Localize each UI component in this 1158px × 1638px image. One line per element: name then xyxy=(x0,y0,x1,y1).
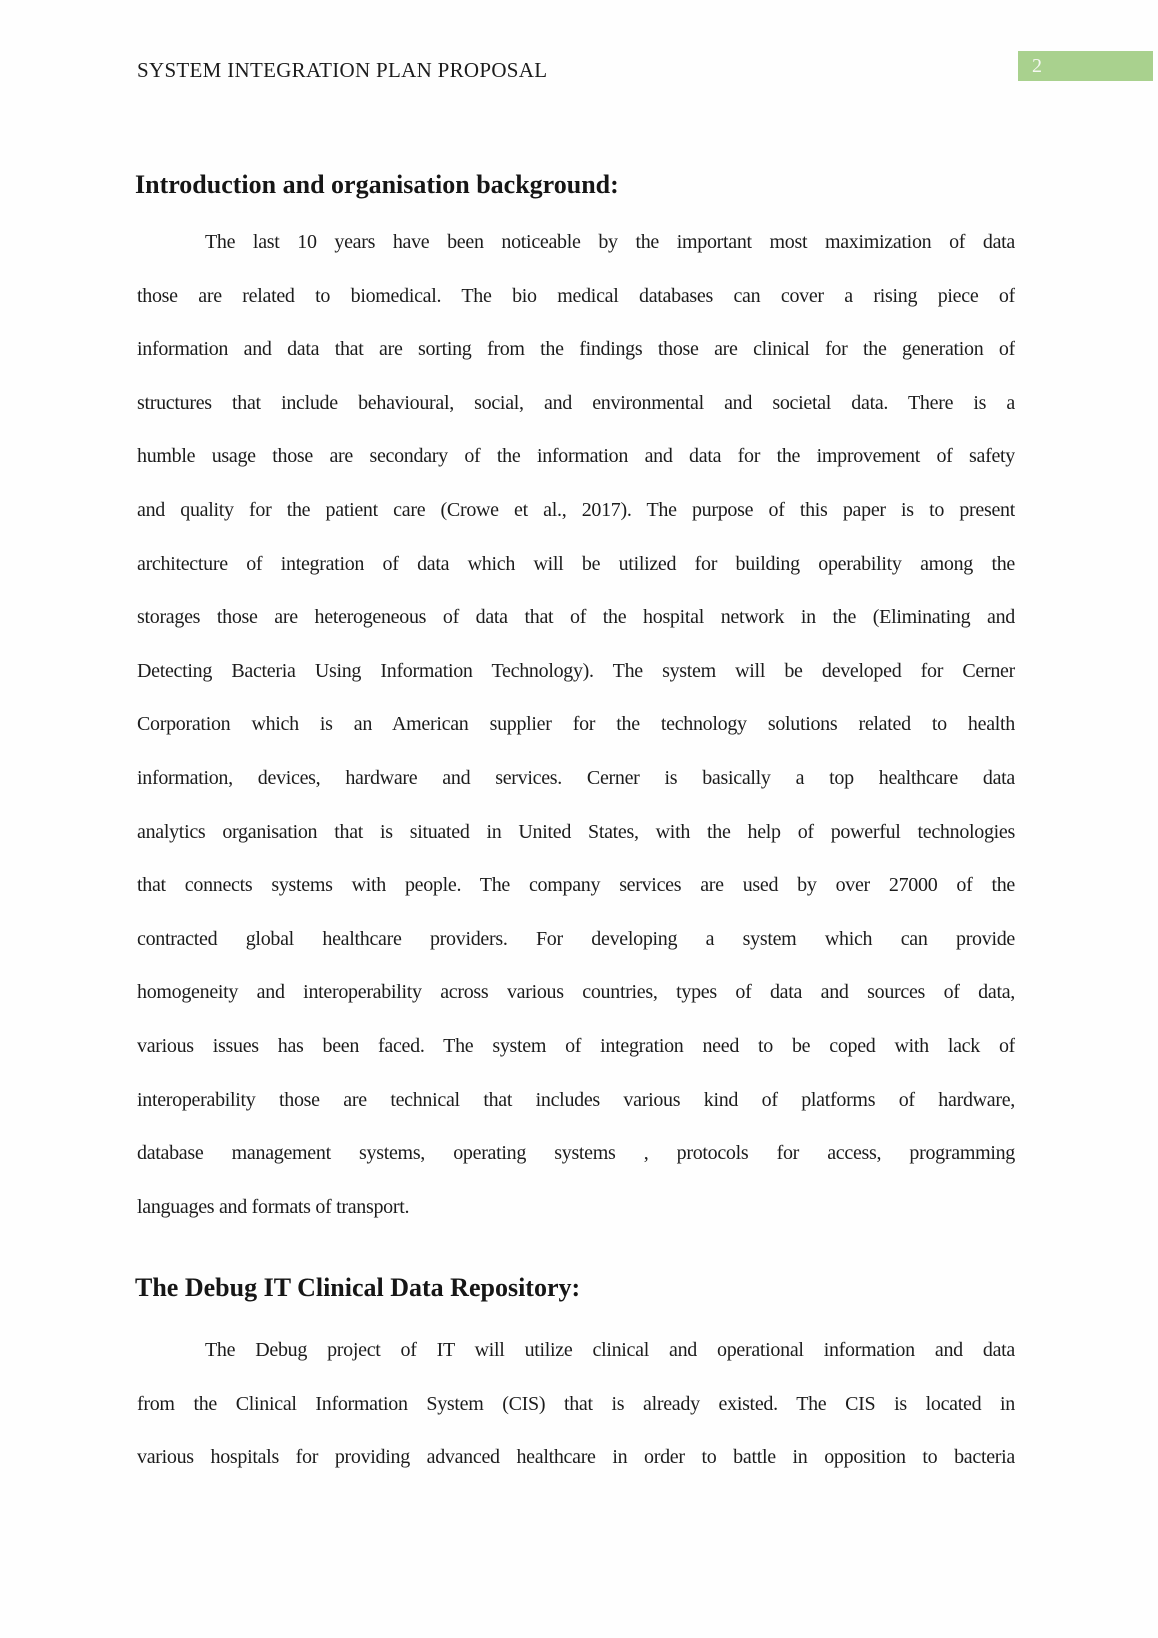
text-line: various issues has been faced. The system of integration need to be coped with lack of xyxy=(137,1034,1015,1057)
page-number: 2 xyxy=(1032,54,1042,77)
text-line: and quality for the patient care (Crowe et al., 2017). The purpose of this paper is to present xyxy=(137,498,1015,521)
text-line: languages and formats of transport. xyxy=(137,1195,410,1218)
text-line: from the Clinical Information System (CIS) that is already existed. The CIS is located in xyxy=(137,1392,1015,1415)
text-line: humble usage those are secondary of the information and data for the improvement of safety xyxy=(137,445,1015,468)
text-line: various hospitals for providing advanced healthcare in order to battle in opposition to bacteria xyxy=(137,1446,1015,1469)
text-line: homogeneity and interoperability across various countries, types of data and sources of data, xyxy=(137,981,1015,1004)
text-line: database management systems, operating systems , protocols for access, programming xyxy=(137,1142,1015,1165)
section-heading-introduction: Introduction and organisation background: xyxy=(135,170,619,199)
text-line: interoperability those are technical that includes various kind of platforms of hardware, xyxy=(137,1088,1015,1111)
text-line: The Debug project of IT will utilize clinical and operational information and data xyxy=(205,1339,1015,1361)
text-line: Detecting Bacteria Using Information Technology). The system will be developed for Cerner xyxy=(137,659,1015,682)
text-line: structures that include behavioural, social, and environmental and societal data. There is a xyxy=(137,391,1015,414)
paragraph-debug-repository xyxy=(137,1324,1015,1485)
text-line: storages those are heterogeneous of data that of the hospital network in the (Eliminating and xyxy=(137,606,1015,629)
text-line: that connects systems with people. The company services are used by over 27000 of the xyxy=(137,874,1015,897)
text-line: contracted global healthcare providers. For developing a system which can provide xyxy=(137,927,1015,950)
text-line: analytics organisation that is situated in United States, with the help of powerful technologies xyxy=(137,820,1015,843)
section-heading-debug-repository: The Debug IT Clinical Data Repository: xyxy=(135,1273,581,1302)
header-title: SYSTEM INTEGRATION PLAN PROPOSAL xyxy=(137,58,548,82)
text-line: information and data that are sorting from the findings those are clinical for the generation of xyxy=(137,338,1015,361)
text-line: architecture of integration of data which will be utilized for building operability among the xyxy=(137,552,1015,575)
text-line: information, devices, hardware and services. Cerner is basically a top healthcare data xyxy=(137,766,1015,789)
text-line: those are related to biomedical. The bio medical databases can cover a rising piece of xyxy=(137,284,1015,307)
page-number-badge xyxy=(1018,51,1153,81)
paragraph-introduction xyxy=(137,216,1015,1234)
text-line: Corporation which is an American supplier for the technology solutions related to health xyxy=(137,713,1015,736)
text-line: The last 10 years have been noticeable by the important most maximization of data xyxy=(205,231,1015,253)
